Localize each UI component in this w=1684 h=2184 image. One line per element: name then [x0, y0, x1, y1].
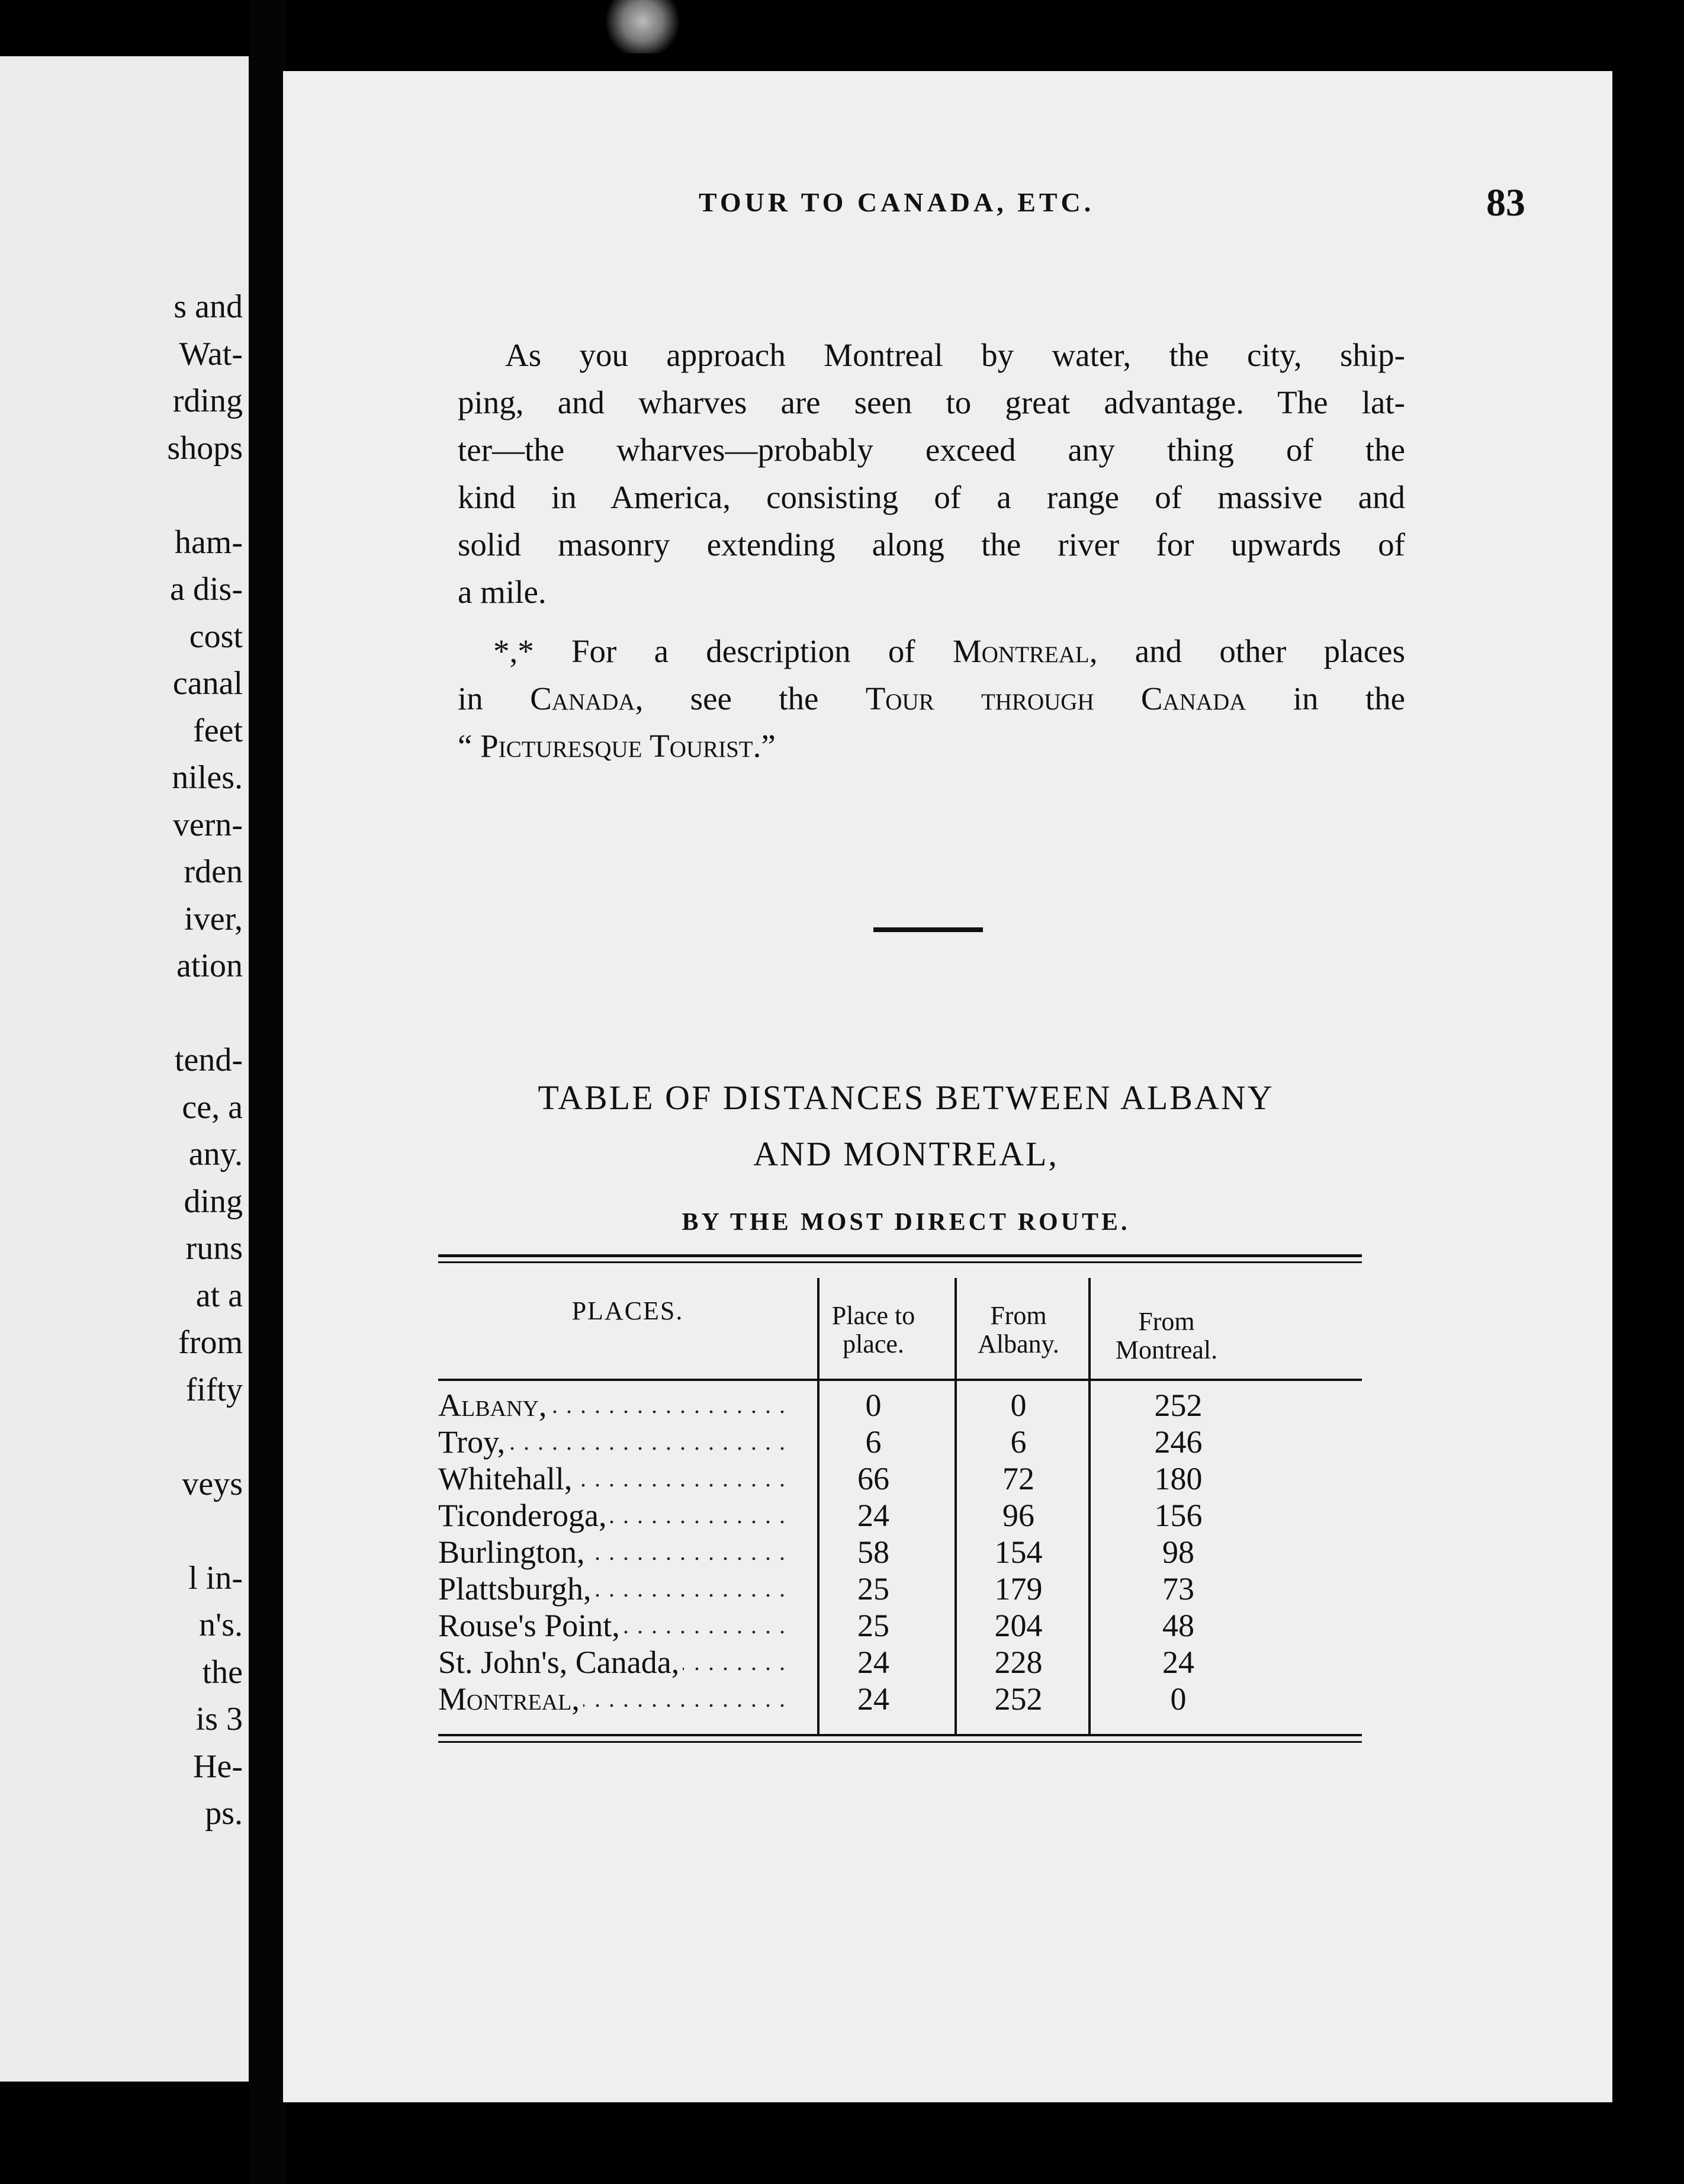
left-page-line: a dis- — [170, 571, 243, 608]
left-page-line: rding — [172, 383, 243, 419]
table-title-line-2: AND MONTREAL, — [753, 1135, 1059, 1173]
from-montreal-cell: 98 — [1162, 1534, 1194, 1570]
table-row — [438, 1424, 1362, 1460]
from-albany-cell: 96 — [1002, 1498, 1034, 1533]
place-cell — [438, 1681, 793, 1717]
text-run: Montreal — [952, 633, 1090, 669]
from-albany-cell: 6 — [1010, 1424, 1027, 1460]
paragraph-line — [458, 628, 1405, 675]
left-page-line: l in- — [188, 1559, 243, 1597]
left-page-line: the — [202, 1653, 243, 1691]
paper-scrap — [604, 0, 681, 53]
place-cell — [438, 1461, 793, 1496]
table-row — [438, 1608, 1362, 1643]
place-cell — [438, 1424, 793, 1460]
table-row — [438, 1571, 1362, 1607]
table-row — [438, 1681, 1362, 1717]
table-row — [438, 1645, 1362, 1680]
place-to-place-cell: 24 — [857, 1681, 889, 1717]
header-from-montreal — [1090, 1308, 1243, 1364]
left-page-line: s and — [173, 288, 243, 325]
left-page-line: cost — [189, 618, 243, 655]
left-page-fragment — [0, 56, 249, 2082]
place-name: Whitehall, — [438, 1461, 576, 1496]
paragraph-1 — [458, 332, 1405, 616]
from-albany-cell: 72 — [1002, 1461, 1034, 1496]
left-page-line: rden — [184, 853, 243, 890]
left-page-line: vern- — [172, 806, 243, 843]
running-head — [414, 181, 1525, 228]
from-albany-cell: 228 — [994, 1645, 1043, 1680]
from-montreal-cell: 73 — [1162, 1571, 1194, 1607]
table-top-rule — [438, 1254, 1362, 1257]
place-name: Rouse's Point, — [438, 1608, 624, 1643]
paragraph-line — [458, 675, 1405, 722]
left-page-line: iver, — [184, 900, 243, 937]
text-run: Picturesque Tourist — [480, 728, 753, 764]
text-run: in the — [1293, 680, 1406, 717]
paragraph-2 — [458, 628, 1405, 770]
from-montreal-cell: 246 — [1154, 1424, 1203, 1460]
left-page-line: Wat- — [179, 335, 243, 372]
paragraph-line: As you approach Montreal by water, the city, ship- — [505, 337, 1405, 373]
left-page-line: veys — [182, 1465, 243, 1502]
running-head-title: TOUR TO CANADA, ETC. — [699, 187, 1095, 217]
place-to-place-cell: 25 — [857, 1571, 889, 1607]
header-text: Montreal. — [1115, 1335, 1218, 1364]
header-text: From — [1138, 1307, 1195, 1336]
paragraph-line — [458, 722, 1405, 770]
from-albany-cell: 179 — [994, 1571, 1043, 1607]
page-number: 83 — [1486, 181, 1525, 224]
from-montreal-cell: 156 — [1154, 1498, 1203, 1533]
book-spine — [249, 0, 287, 2184]
left-page-line: canal — [172, 665, 243, 702]
place-name: Burlington, — [438, 1534, 589, 1570]
distance-table — [438, 1254, 1362, 1740]
place-to-place-cell: 25 — [857, 1608, 889, 1643]
paragraph-line: ping, and wharves are seen to great advantage. The lat- — [458, 384, 1405, 420]
place-cell — [438, 1608, 793, 1643]
table-row — [438, 1498, 1362, 1533]
left-page-line: any. — [188, 1136, 243, 1173]
section-divider — [873, 927, 983, 932]
left-page-line: shops — [167, 429, 243, 467]
table-row — [438, 1461, 1362, 1496]
text-run: .” — [753, 728, 776, 764]
paragraph-line: solid masonry extending along the river for upwards of — [458, 526, 1405, 563]
left-page-line: fifty — [185, 1371, 243, 1408]
left-page-line: ding — [184, 1183, 243, 1220]
place-cell — [438, 1498, 793, 1533]
table-title-line-1: TABLE OF DISTANCES BETWEEN ALBANY — [538, 1078, 1274, 1117]
from-albany-cell: 154 — [994, 1534, 1043, 1570]
from-montreal-cell: 48 — [1162, 1608, 1194, 1643]
header-text: From — [990, 1301, 1047, 1330]
place-name: Ticonderoga, — [438, 1498, 610, 1533]
paragraph-line: a mile. — [458, 574, 547, 610]
header-place-to-place — [823, 1302, 924, 1358]
from-albany-cell: 0 — [1010, 1388, 1027, 1423]
from-montreal-cell: 252 — [1154, 1388, 1203, 1423]
table-row — [438, 1388, 1362, 1423]
table-top-rule — [438, 1261, 1362, 1263]
text-run: Canada — [530, 680, 635, 717]
from-albany-cell: 204 — [994, 1608, 1043, 1643]
text-run: in — [458, 680, 483, 717]
left-page-line: niles. — [172, 759, 243, 796]
asterism: *,* — [493, 633, 534, 669]
place-to-place-cell: 6 — [865, 1424, 882, 1460]
text-run: , see the — [635, 680, 819, 717]
place-to-place-cell: 24 — [857, 1645, 889, 1680]
left-page-line: ation — [176, 948, 243, 984]
paragraph-line: kind in America, consisting of a range of massive and — [458, 479, 1405, 515]
left-page-line: ps. — [205, 1795, 243, 1832]
left-page-line: ce, a — [182, 1088, 243, 1126]
left-page-line: ham- — [174, 523, 243, 561]
place-cell — [438, 1571, 793, 1607]
header-bottom-rule — [438, 1379, 1362, 1381]
header-text: Place to — [831, 1301, 915, 1330]
place-name: Montreal, — [438, 1681, 583, 1717]
place-cell — [438, 1645, 793, 1680]
left-page-line: He- — [193, 1748, 243, 1785]
place-to-place-cell: 0 — [865, 1388, 882, 1423]
place-to-place-cell: 66 — [857, 1461, 889, 1496]
left-page-line: is 3 — [195, 1701, 243, 1737]
place-name: Troy, — [438, 1424, 509, 1460]
left-page-line: runs — [185, 1230, 243, 1267]
header-from-albany — [959, 1302, 1078, 1358]
header-places: PLACES. — [571, 1296, 684, 1325]
header-text: place. — [843, 1329, 904, 1358]
from-montreal-cell: 0 — [1170, 1681, 1187, 1717]
table-row — [438, 1534, 1362, 1570]
left-page-line: at a — [195, 1277, 243, 1314]
left-page-line: feet — [193, 712, 243, 749]
text-run: “ — [458, 728, 473, 764]
text-run: Tour through Canada — [865, 680, 1246, 717]
table-bottom-rule — [438, 1734, 1362, 1736]
from-albany-cell: 252 — [994, 1681, 1043, 1717]
from-montreal-cell: 180 — [1154, 1461, 1203, 1496]
left-page-line: from — [178, 1324, 243, 1361]
paragraph-line: ter—the wharves—probably exceed any thing of the — [458, 432, 1405, 468]
place-name: Albany, — [438, 1388, 550, 1423]
place-name: St. John's, Canada, — [438, 1645, 683, 1680]
text-run: For a description of — [571, 633, 915, 669]
from-montreal-cell: 24 — [1162, 1645, 1194, 1680]
table-subtitle: BY THE MOST DIRECT ROUTE. — [682, 1209, 1130, 1236]
place-to-place-cell: 24 — [857, 1498, 889, 1533]
place-name: Plattsburgh, — [438, 1571, 595, 1607]
place-cell — [438, 1388, 793, 1423]
header-text: Albany. — [978, 1329, 1059, 1358]
text-run: , and other places — [1089, 633, 1405, 669]
table-bottom-rule — [438, 1741, 1362, 1743]
place-to-place-cell: 58 — [857, 1534, 889, 1570]
left-page-line: n's. — [199, 1607, 243, 1643]
place-cell — [438, 1534, 793, 1570]
left-page-line: tend- — [174, 1042, 243, 1078]
